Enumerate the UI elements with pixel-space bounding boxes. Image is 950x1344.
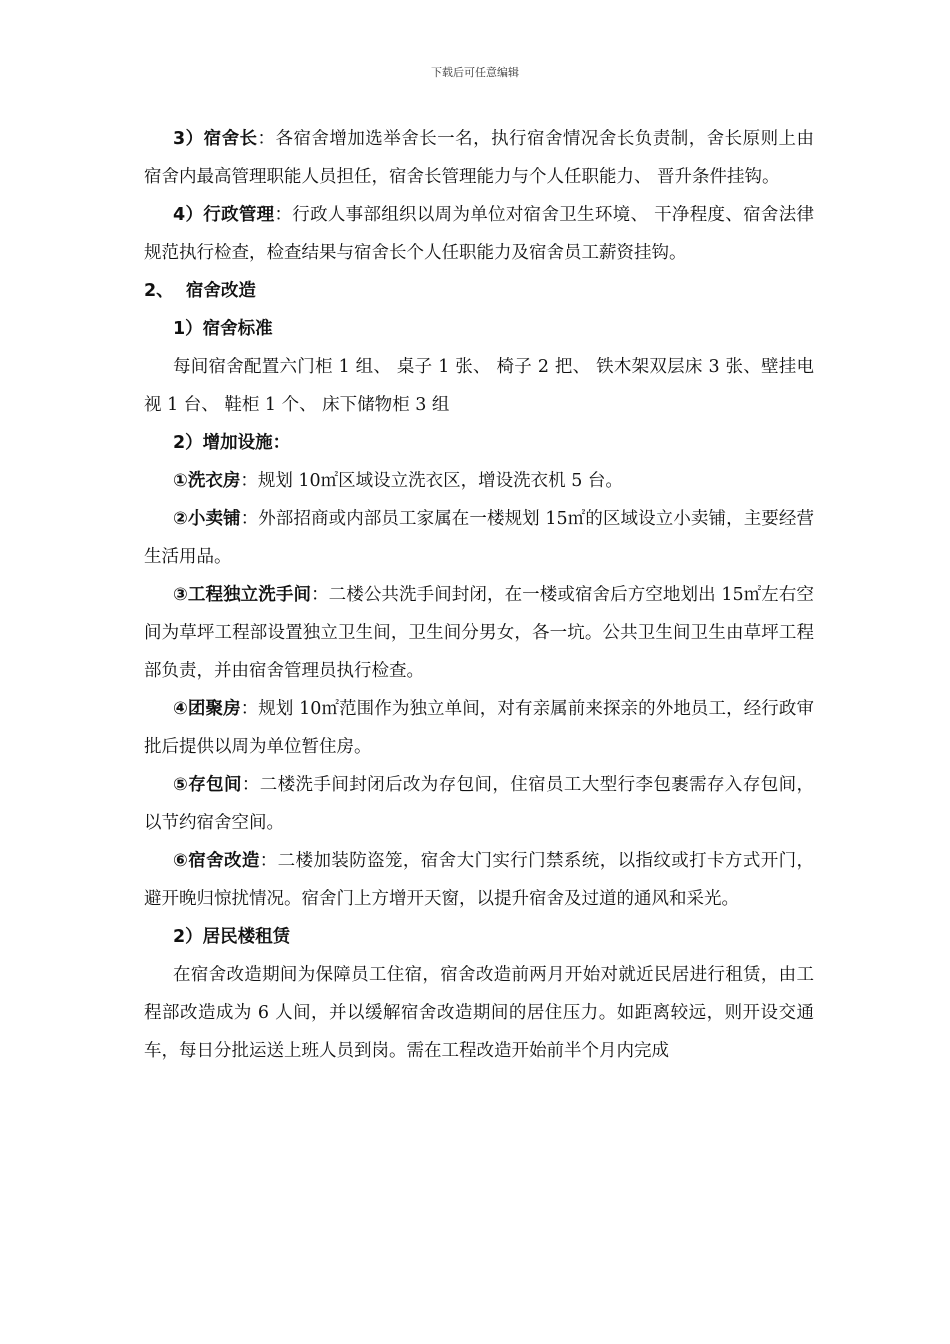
subheading-dorm-standard: 1）宿舍标准 (173, 319, 273, 339)
item-laundry (144, 462, 814, 500)
label-dorm-renovation: ⑥宿舍改造 (173, 851, 260, 871)
paragraph-admin (144, 196, 814, 272)
text-family-room: ：规划 10㎡范围作为独立单间，对有亲属前来探亲的外地员工，经行政审批后提供以周为单位暂住房。 (144, 699, 814, 757)
heading-admin: 4）行政管理 (173, 205, 275, 225)
text-laundry: ：规划 10㎡区域设立洗衣区，增设洗衣机 5 台。 (240, 471, 623, 491)
text-admin: ：行政人事部组织以周为单位对宿舍卫生环境、 干净程度、宿舍法律规范执行检查，检查结果与宿舍长个人任职能力及宿舍员工薪资挂钩。 (144, 205, 814, 263)
label-family-room: ④团聚房 (173, 699, 241, 719)
label-storage: ⑤存包间 (173, 775, 242, 795)
page-header: 下载后可任意编辑 (431, 66, 519, 79)
text-restroom: ：二楼公共洗手间封闭，在一楼或宿舍后方空地划出 15㎡左右空间为草坪工程部设置独立卫生间，卫生间分男女，各一坑。公共卫生间卫生由草坪工程部负责，并由宿舍管理员执行检查。 (144, 585, 814, 681)
paragraph-dorm-leader (144, 120, 814, 196)
item-family-room (144, 690, 814, 766)
paragraph-rental: 在宿舍改造期间为保障员工住宿，宿舍改造前两月开始对就近民居进行租赁，由工程部改造成为 6 人间，并以缓解宿舍改造期间的居住压力。如距离较远，则开设交通车，每日分批运送上班人员到岗。需在工程改造开始前半个月内完成 (144, 965, 814, 1061)
item-storage (144, 766, 814, 842)
label-shop: ②小卖铺 (173, 509, 241, 529)
section-heading-renovation: 2、 宿舍改造 (144, 281, 256, 301)
paragraph-dorm-standard: 每间宿舍配置六门柜 1 组、 桌子 1 张、 椅子 2 把、 铁木架双层床 3 张、壁挂电视 1 台、 鞋柜 1 个、 床下储物柜 3 组 (144, 357, 814, 415)
text-dorm-leader: ：各宿舍增加选举舍长一名，执行宿舍情况舍长负责制，舍长原则上由宿舍内最高管理职能人员担任，宿舍长管理能力与个人任职能力、 晋升条件挂钩。 (144, 129, 814, 187)
item-dorm-renovation (144, 842, 814, 918)
subheading-added-facilities: 2）增加设施： (173, 433, 291, 453)
subheading-rental: 2）居民楼租赁 (173, 927, 291, 947)
text-storage: ：二楼洗手间封闭后改为存包间，住宿员工大型行李包裹需存入存包间，以节约宿舍空间。 (144, 775, 814, 833)
label-restroom: ③工程独立洗手间 (173, 585, 312, 605)
text-shop: ：外部招商或内部员工家属在一楼规划 15㎡的区域设立小卖铺，主要经营生活用品。 (144, 509, 814, 567)
document-body (144, 120, 814, 1070)
text-dorm-renovation: ：二楼加装防盗笼，宿舍大门实行门禁系统，以指纹或打卡方式开门，避开晚归惊扰情况。宿舍门上方增开天窗，以提升宿舍及过道的通风和采光。 (144, 851, 814, 909)
heading-dorm-leader: 3）宿舍长 (173, 129, 258, 149)
label-laundry: ①洗衣房 (173, 471, 241, 491)
item-restroom (144, 576, 814, 690)
item-shop (144, 500, 814, 576)
